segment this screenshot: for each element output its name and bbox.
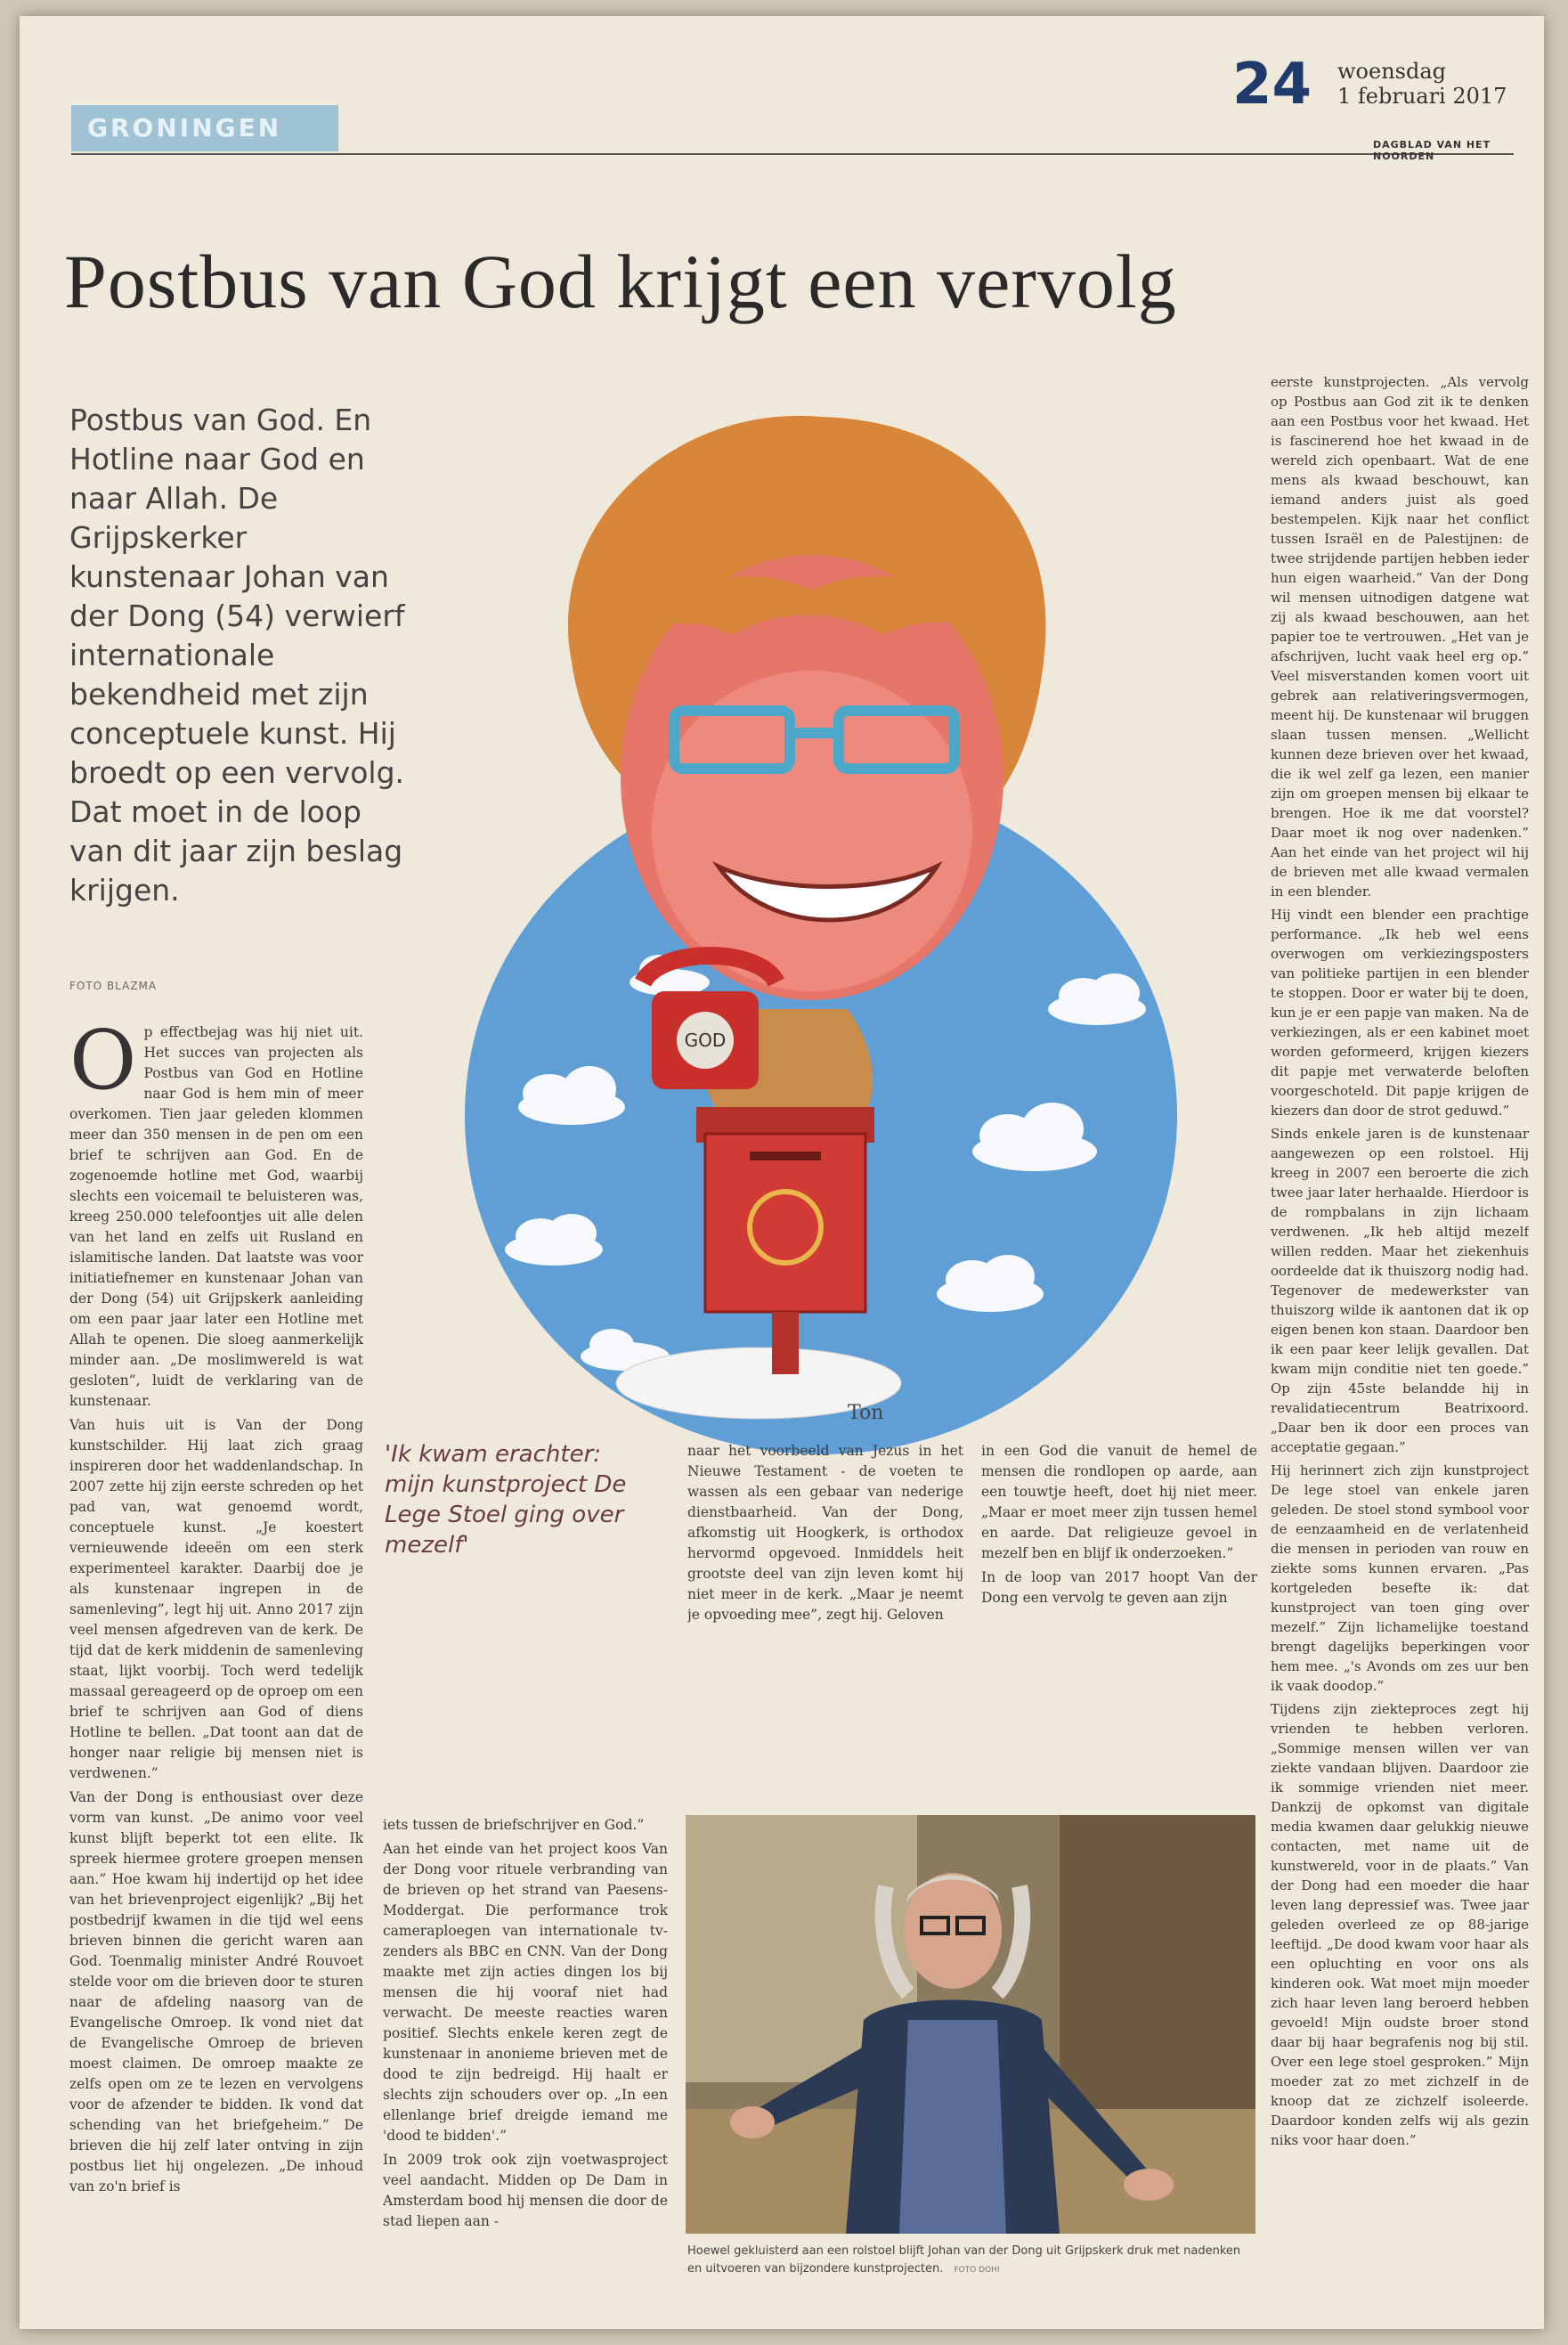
paragraph: eerste kunstprojecten. „Als vervolg op Postbus aan God zit ik te denken aan een Postbus voor het kwaad. Het is fascinerend hoe het kwaad in de wereld zich openbaart. Wat de ene mens als kwaad beschouwt, kan iemand anders juist als goed bestempelen. Kijk naar het conflict tussen Israël en de Palestijnen: de twee strijdende partijen hebben ieder hun eigen waarheid.” Van der Dong wil mensen uitnodigen datgene wat zij als kwaad beschouwen, aan het papier toe te vertrouwen. „Het van je afschrijven, lucht vaak heel erg op.” Veel misverstanden komen voort uit gebrek aan relativeringsvermogen, meent hij. De kunstenaar wil bruggen slaan tussen mensen. „Wellicht kunnen deze brieven over het kwaad, die ik wel zelf ga lezen, een manier zijn om groepen mensen bij elkaar te brengen. Hoe ik me dat voorstel? Daar moet ik nog over nadenken.” Aan het einde van het project wil hij de brieven met alle kwaad vermalen in een blender.	[1271, 374, 1529, 900]
date: 1 februari 2017	[1337, 84, 1507, 109]
person-head	[904, 1873, 1002, 1989]
weekday: woensdag	[1337, 59, 1447, 84]
paragraph	[69, 1022, 363, 1412]
paragraph: in een God die vanuit de hemel de mensen die rondlopen op aarde, aan een touwtje heeft, doet hij niet meer. „Maar er moet meer zijn tussen hemel en aarde. Dat religieuze gevoel in mezelf ben en blijf ik onderzoeken.”	[981, 1443, 1257, 1561]
article-column-3	[687, 1441, 963, 1797]
article-column-2	[383, 1815, 668, 2314]
header-rule	[71, 153, 1514, 155]
paragraph: Aan het einde van het project koos Van der Dong voor rituele verbranding van de brieven op het strand van Paesens-Moddergat. Die performance trok cameraploegen van internationale tv-zenders als BBC en CNN. Van der Dong maakte met zijn acties dingen los bij mensen die hij vooraf niet had verwacht. De meeste reacties waren positief. Slechts enkele keren zegt de kunstenaar in anonieme brieven met de dood te zijn bedreigd. Hij haalt er slechts zijn schouders over op. „In een ellenlange brief dreigde iemand me 'dood te bidden'.”	[383, 1841, 668, 2144]
newspaper-page	[20, 16, 1544, 2329]
article-column-5	[1271, 372, 1529, 2314]
caricature-illustration	[438, 368, 1239, 1481]
dial-label: GOD	[684, 1030, 727, 1051]
paragraph: naar het voorbeeld van Jezus in het Nieuwe Testament - de voeten te wassen als een gebaar van nederige dienstbaarheid. Van der Dong, afkomstig uit Hoogkerk, is orthodox hervormd opgevoed. Inmiddels heit grootste deel van zijn leven komt hij niet meer in de kerk. „Maar je neemt je opvoeding mee”, zegt hij. Geloven	[687, 1443, 963, 1623]
paragraph: Van huis uit is Van der Dong kunstschilder. Hij laat zich graag inspireren door het waddenlandschap. In 2007 zette hij zijn eerste schreden op het pad van, wat genoemd wordt, conceptuele kunst. „Je koestert vernieuwende ideeën om een sterk experimenteel karakter. Daarbij doe je als kunstenaar ingrepen in de samenleving”, legt hij uit. Anno 2017 zijn veel mensen afgedreven van de kerk. De tijd dat de kerk middenin de samenleving staat, lijkt voorbij. Toch werd tedelijk massaal gereageerd op de oproep om een brief te schrijven aan God of diens Hotline te bellen. „Dat toont aan dat de honger naar religie bij mensen niet is verdwenen.”	[69, 1417, 363, 1781]
paragraph: In 2009 trok ook zijn voetwasproject veel aandacht. Midden op De Dam in Amsterdam bood hij mensen die door de stad liepen aan -	[383, 2152, 668, 2229]
article-column-1	[69, 1022, 363, 2323]
portrait-photo	[686, 1815, 1255, 2234]
paragraph: Hij vindt een blender een prachtige performance. „Ik heb wel eens overwogen om verkiezingsposters van politieke partijen in een blender te stoppen. Door er water bij te doen, kun je er een papje van maken. Na de verkiezingen, als er een kabinet moet worden geformeerd, krijgen kiezers dit papje met verwaterde beloften voorgeschoteld. Dit papje krijgen de kiezers dan door de strot geduwd.”	[1271, 907, 1529, 1119]
photo-credit: FOTO DOHI	[954, 2266, 1000, 2275]
paragraph: Van der Dong is enthousiast over deze vorm van kunst. „De animo voor veel kunst blijft beperkt tot een elite. Ik spreek hiermee grotere groepen mensen aan.” Hoe kwam hij indertijd op het idee van het brievenproject eigenlijk? „Bij het postbedrijf kwamen in die tijd wel eens brieven binnen die gericht waren aan God. Toenmalig minister André Rouvoet stelde voor om die brieven door te sturen naar de afdeling naasorg van de Evangelische Omroep. Ik vond niet dat de Evangelische Omroep de brieven moest claimen. De omroep maakte ze zelfs open om ze te lezen en vervolgens voor de afzender te bidden. Ik vond dat schending van het briefgeheim.” De brieven die hij zelf later ontving in zijn postbus liet hij ongelezen. „De inhoud van zo'n brief is	[69, 1789, 363, 2194]
paragraph: Hij herinnert zich zijn kunstproject De lege stoel van enkele jaren geleden. De stoel stond symbool voor de eenzaamheid en de verlatenheid die mensen in perioden van rouw en ziekte soms kunnen ervaren. „Pas kortgeleden besefte ik: dat kunstproject van toen ging over mezelf.” Zijn lichamelijke toestand brengt dagelijks beperkingen voor hem mee. „'s Avonds om zes uur ben ik vaak doodop.”	[1271, 1462, 1529, 1694]
caption-text: Hoewel gekluisterd aan een rolstoel blijft Johan van der Dong uit Grijpskerk druk met nadenken en uitvoeren van bijzondere kunstprojecten.	[687, 2244, 1241, 2276]
paragraph: iets tussen de briefschrijver en God.”	[383, 1817, 645, 1833]
paragraph: In de loop van 2017 hoopt Van der Dong een vervolg te geven aan zijn	[981, 1569, 1257, 1606]
paragraph-text: p effectbejag was hij niet uit. Het succes van projecten als Postbus van God en Hotline naar God is hem min of meer overkomen. Tien jaar geleden klommen meer dan 350 mensen in de pen om een brief te schrijven aan God. En de zogenoemde hotline met God, waarbij slechts een voicemail te beluisteren was, kreeg 250.000 telefoontjes uit alle delen van het land en zelfs uit Rusland en islamitische landen. Dat laatste was voor initiatiefnemer en kunstenaar Johan van der Dong (54) uit Grijpskerk aanleiding om een paar jaar later een Hotline met Allah te openen. Die sloeg aanmerkelijk minder aan. „De moslimwereld is wat gesloten”, luidt de verklaring van de kunstenaar.	[69, 1024, 363, 1409]
intro-text: Postbus van God. En Hotline naar God en naar Allah. De Grijpskerker kunstenaar Johan van der Dong (54) verwierf internationale bekendheid met zijn conceptuele kunst. Hij broedt op een vervolg. Dat moet in de loop van dit jaar zijn beslag krijgen.	[69, 403, 405, 908]
pull-quote: 'Ik kwam erachter: mijn kunstproject De Lege Stoel ging over mezelf'	[385, 1441, 627, 1559]
section-label: GRONINGEN	[87, 113, 282, 142]
photo-caption	[687, 2243, 1257, 2279]
paragraph: Sinds enkele jaren is de kunstenaar aangewezen op een rolstoel. Hij kreeg in 2007 een beroerte die zich twee jaar later herhaalde. Hierdoor is de rompbalans in zijn lichaam verdwenen. „Ik heb altijd mezelf willen redden. Maar het ziekenhuis oordeelde dat ik thuiszorg nodig had. Tegenover de medewerkster van thuiszorg wilde ik aantonen dat ik op eigen benen kon staan. Daardoor ben ik een paar keer lelijk gevallen. Dat kwam mijn conditie niet ten goede.” Op zijn 45ste belandde hij in revalidatiecentrum Beatrixoord. „Daar ben ik door een proces van acceptatie gegaan.”	[1271, 1126, 1529, 1455]
headline: Postbus van God krijgt een vervolg	[64, 239, 1177, 324]
dropcap: O	[69, 1022, 137, 1108]
issue-date	[1337, 59, 1507, 109]
illustration-credit: FOTO BLAZMA	[69, 980, 158, 992]
page-number: 24	[1232, 52, 1312, 118]
paragraph: Tijdens zijn ziekteproces zegt hij vrienden te hebben verloren. „Sommige mensen willen ver van ziekte vandaan blijven. Daardoor zie ik sommige vrienden niet meer. Dankzij de opkomst van digitale media kwamen daar gelukkig nieuwe contacten, met name uit de kunstwereld, voor in de plaats.” Van der Dong had een moeder die haar leven lang depressief was. Twee jaar geleden overleed ze op 88-jarige leeftijd. „De dood kwam voor haar als een opluchting en voor ons als kinderen ook. Wat moet mijn moeder zich haar leven lang beroerd hebben gevoeld! Mijn oudste broer stond daar bij haar begrafenis nog bij stil. Over een lege stoel gesproken.” Mijn moeder zat zo met zichzelf in de knoop dat ze zichzelf isoleerde. Daardoor konden zelfs wij als gezin niks voor haar doen.”	[1271, 1701, 1529, 2148]
masthead: DAGBLAD VAN HET NOORDEN	[1373, 139, 1491, 162]
illustration-signature: Ton	[848, 1402, 884, 1424]
article-column-4	[981, 1441, 1257, 1797]
section-banner	[71, 105, 338, 151]
